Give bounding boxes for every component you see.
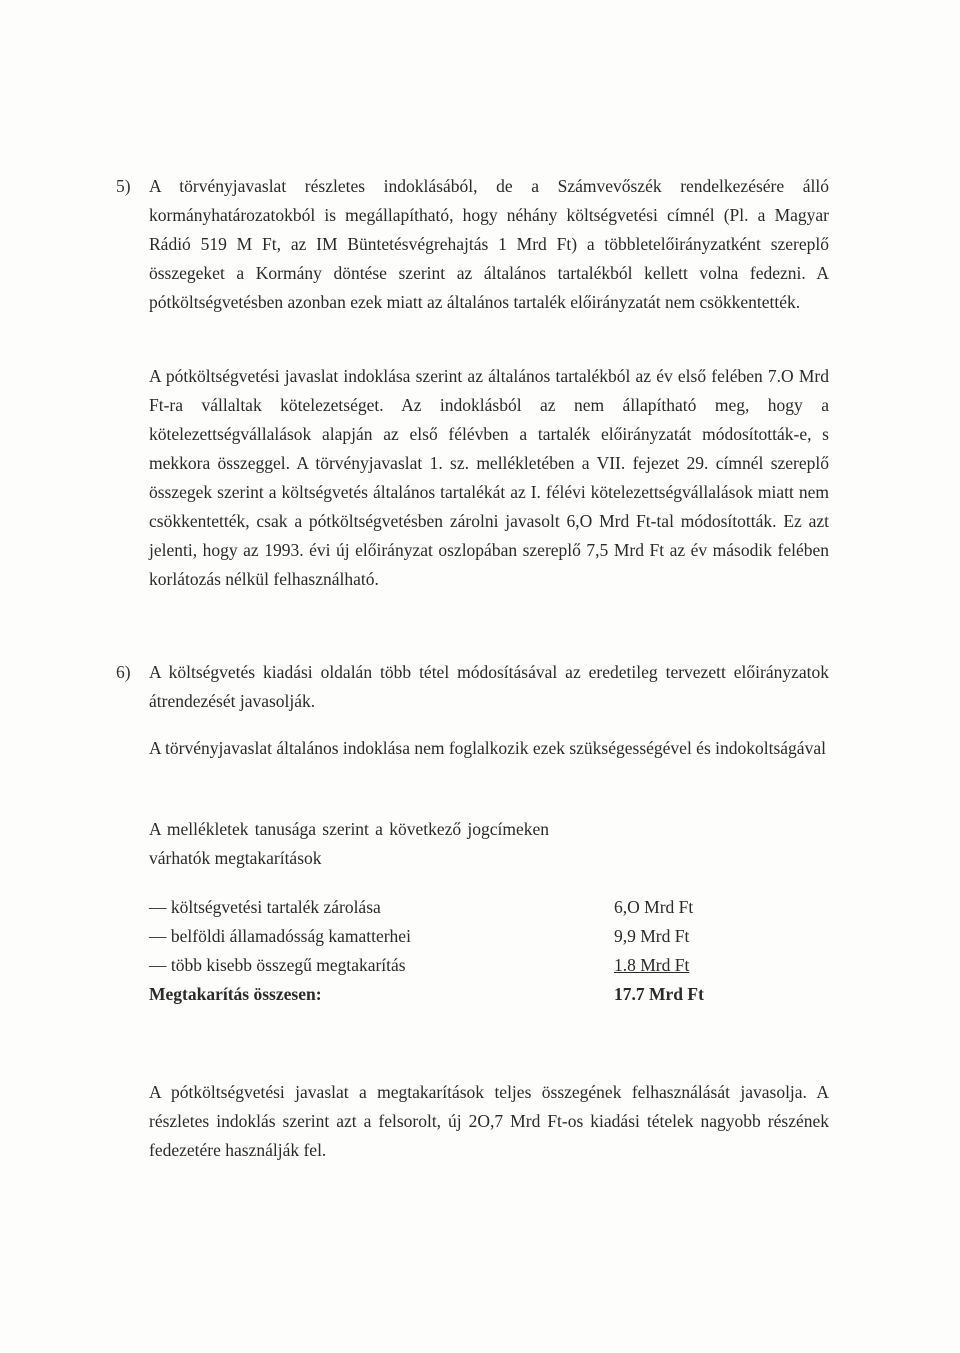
savings-label: — több kisebb összegű megtakarítás [149, 955, 406, 975]
savings-amount: 6,O Mrd Ft [614, 897, 694, 917]
savings-row [149, 950, 749, 980]
savings-amount: 9,9 Mrd Ft [614, 926, 690, 946]
section-5-paragraph-1: A törvényjavaslat részletes indoklásából, de a Számvevőszék rendelkezésére álló kormányhatározatokból is megállapítható, hogy néhány költségvetési címnél (Pl. a Magyar Rádió 519 M Ft, az IM Büntetésvégrehajtás 1 Mrd Ft) a többletelőirányzatként szereplő összegeket a Kormány döntése szerint az általános tartalékból kellett volna fedezni. A pótköltségvetésben azonban ezek miatt az általános tartalék előirányzatát nem csökkentették. [149, 176, 829, 312]
savings-amount: 1.8 Mrd Ft [614, 955, 690, 975]
section-6-paragraph-3: A mellékletek tanusága szerint a következő jogcímeken várhatók megtakarítások [149, 819, 549, 868]
section-6-paragraph-2: A törvényjavaslat általános indoklása nem foglalkozik ezek szükségességével és indokoltságával [149, 738, 826, 758]
section-number-5: 5) [116, 176, 131, 196]
section-number-6: 6) [116, 662, 131, 682]
savings-label: — belföldi államadósság kamatterhei [149, 926, 411, 946]
savings-row [149, 921, 749, 951]
savings-total-label: Megtakarítás összesen: [149, 984, 322, 1004]
section-5-paragraph-2: A pótköltségvetési javaslat indoklása szerint az általános tartalékból az év első felében 7.O Mrd Ft-ra vállaltak kötelezetséget. Az indoklásból az nem állapítható meg, hogy a kötelezettségvállalások alapján az első félévben a tartalék előirányzatát módosították-e, s mekkora összeggel. A törvényjavaslat 1. sz. mellékletében a VII. fejezet 29. címnél szereplő összegek szerint a költségvetés általános tartalékát az I. félévi kötelezettségvállalások miatt nem csökkentették, csak a pótköltségvetésben zárolni javasolt 6,O Mrd Ft-tal módosították. Ez azt jelenti, hogy az 1993. évi új előirányzat oszlopában szereplő 7,5 Mrd Ft az év második felében korlátozás nélkül felhasználható. [149, 366, 829, 589]
savings-total-row [149, 979, 749, 1009]
savings-label: — költségvetési tartalék zárolása [149, 897, 381, 917]
savings-total-amount: 17.7 Mrd Ft [614, 984, 704, 1004]
section-6-paragraph-1: A költségvetés kiadási oldalán több tétel módosításával az eredetileg tervezett előirányzatok átrendezését javasolják. [149, 662, 829, 711]
section-6-paragraph-4: A pótköltségvetési javaslat a megtakarítások teljes összegének felhasználását javasolja. A részletes indoklás szerint azt a felsorolt, új 2O,7 Mrd Ft-os kiadási tételek nagyobb részének fedezetére használják fel. [149, 1082, 829, 1160]
savings-row [149, 892, 749, 922]
